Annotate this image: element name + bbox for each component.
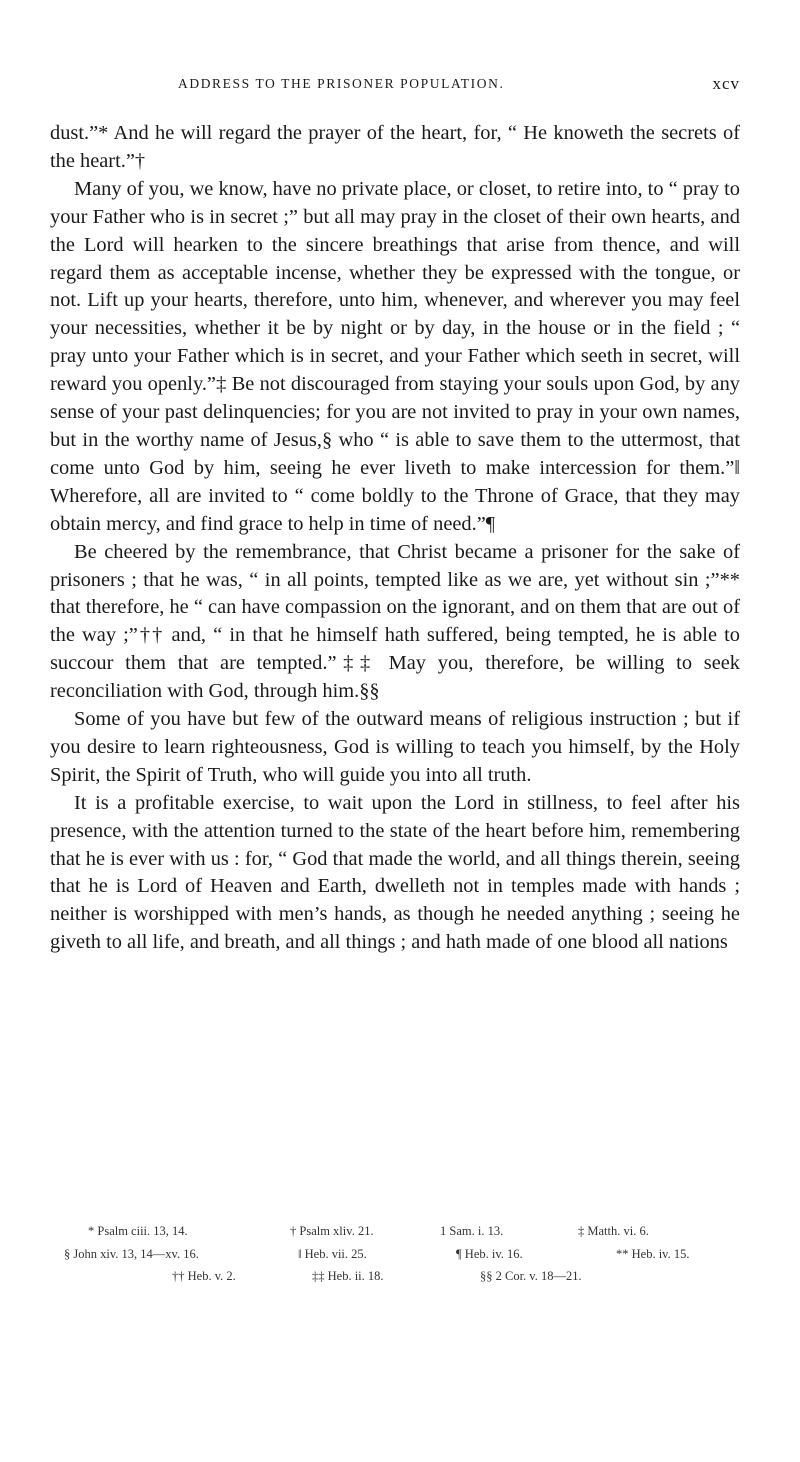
- running-title: ADDRESS TO THE PRISONER POPULATION.: [178, 76, 505, 91]
- paragraph-4: Some of you have but few of the outward means of religious instruction ; but if you desire to learn righteousness, God is willing to teach you himself, by the Holy Spirit, the Spirit of Truth, who will guide you into all truth.: [50, 708, 740, 786]
- paragraph-1: dust.”* And he will regard the prayer of the heart, for, “ He knoweth the secrets of the heart.”†: [50, 122, 740, 172]
- footnote-row: [50, 1220, 740, 1243]
- paragraph-2: Many of you, we know, have no private place, or closet, to retire into, to “ pray to your Father who is in secret ;” but all may pray in the closet of their own hearts, and the Lord will hearken to the sincere breathings that arise from thence, and will regard them as acceptable incense, whether they be expressed with the tongue, or not. Lift up your hearts, therefore, unto him, whenever, and wherever you may feel your necessities, whether it be by night or by day, in the house or in the field ; “ pray unto your Father which is in secret, and your Father which seeth in secret, will reward you openly.”‡ Be not discouraged from staying your souls upon God, by any sense of your past delinquencies; for you are not invited to pray in your own names, but in the worthy name of Jesus,§ who “ is able to save them to the uttermost, that come unto God by him, seeing he ever liveth to make intercession for them.”‖ Wherefore, all are invited to “ come boldly to the Throne of Grace, that they may obtain mercy, and find grace to help in time of need.”¶: [50, 177, 740, 535]
- footnote-2-cor: §§ 2 Cor. v. 18—21.: [480, 1269, 582, 1283]
- footnote-row: [50, 1265, 740, 1288]
- footnote-matth: ‡ Matth. vi. 6.: [578, 1224, 649, 1238]
- footnote-heb-v: †† Heb. v. 2.: [172, 1269, 236, 1283]
- paragraph-5: It is a profitable exercise, to wait upon the Lord in stillness, to feel after his presence, with the attention turned to the state of the heart before him, remembering that he is ever with us : for, “ God that made the world, and all things therein, seeing that he is Lord of Heaven and Earth, dwelleth not in temples made with hands ; neither is worshipped with men’s hands, as though he needed anything ; seeing he giveth to all life, and breath, and all things ; and hath made of one blood all nations: [50, 791, 740, 954]
- footnote-psalm-xliv: † Psalm xliv. 21.: [290, 1224, 374, 1238]
- page-number: xcv: [712, 74, 740, 93]
- footnote-heb-ii: ‡‡ Heb. ii. 18.: [312, 1269, 384, 1283]
- paragraph-3: Be cheered by the remembrance, that Christ became a prisoner for the sake of prisoners ; that he was, “ in all points, tempted like as we are, yet without sin ;”** that therefore, he “ can have compassion on the ignorant, and on them that are out of the way ;”†† and, “ in that he himself hath suffered, being tempted, he is able to succour them that are tempted.”‡‡ May you, therefore, be willing to seek reconciliation with God, through him.§§: [50, 540, 740, 703]
- footnote-row: [50, 1243, 740, 1266]
- footnote-heb-vii: ‖ Heb. vii. 25.: [298, 1246, 367, 1261]
- footnote-psalm-ciii: * Psalm ciii. 13, 14.: [88, 1224, 188, 1238]
- body-text: [50, 120, 740, 957]
- footnotes: [50, 1220, 740, 1288]
- footnote-heb-iv-16: ¶ Heb. iv. 16.: [456, 1246, 523, 1261]
- book-page: [50, 0, 740, 1283]
- running-head: [50, 76, 740, 106]
- footnote-john: § John xiv. 13, 14—xv. 16.: [64, 1246, 199, 1261]
- footnote-heb-iv-15: ** Heb. iv. 15.: [616, 1246, 690, 1261]
- footnote-1-sam: 1 Sam. i. 13.: [440, 1224, 504, 1238]
